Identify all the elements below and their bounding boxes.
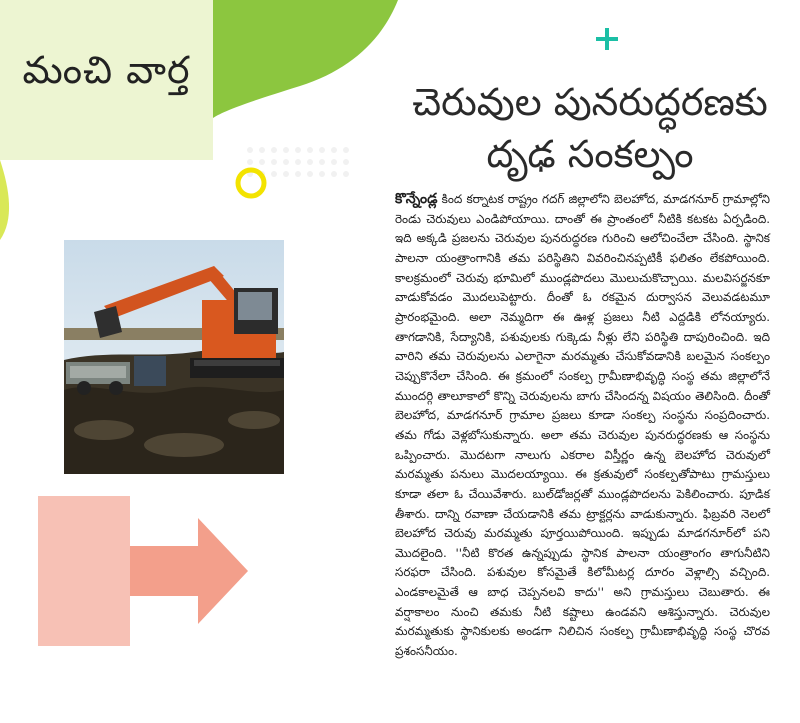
section-label-box — [0, 0, 213, 160]
ring-icon — [234, 166, 268, 200]
article-body — [395, 190, 770, 662]
headline — [380, 76, 800, 180]
plus-icon — [594, 26, 620, 52]
article-lead-word: కొన్నేండ్ల — [395, 191, 438, 207]
section-label: మంచి వార్త — [22, 48, 191, 92]
article-text: కింద కర్నాటక రాష్ట్రం గదగ్ జిల్లాలోని బెలహోద, మాడగనూర్ గ్రామాల్లోని రెండు చెరువులు ఎండిపోయాయి. దాంతో ఈ ప్రాంతంలో నీటికి కటకట ఏర్పడింది. ఇది అక్కడి ప్రజలను చెరువుల పునరుద్ధరణ గురించి ఆలోచించేలా చేసింది. స్థానిక పాలనా యంత్రాంగానికి తమ పరిస్థితిని వివరించినప్పటికీ ఫలితం లేకపోయింది. కాలక్రమంలో చెరువు భూమిలో ముండ్లపొదలు మొలుచుకొచ్చాయి. మలవిసర్జనకూ వాడుకోవడం మొదలుపెట్టారు. దీంతో ఓ రకమైన దుర్వాసన వెలువడటమూ ప్రారంభమైంది. అలా నెమ్మదిగా ఈ ఊళ్ల ప్రజలు నీటి ఎద్దడికి లోనయ్యారు. తాగడానికి, సేద్యానికి, పశువులకు గుక్కెడు నీళ్లు లేని పరిస్థితి దాపురించింది. ఇది వారిని తమ చెరువులను ఎలాగైనా మరమ్మతు చేసుకోవడానికి బలమైన సంకల్పం చెప్పుకొనేలా చేసింది. ఈ క్రమంలో సంకల్ప గ్రామీణాభివృద్ధి సంస్థ తమ జిల్లాలోనే ముందర్గి తాలూకాలో కొన్ని చెరువులను బాగు చేసిందన్న విషయం తెలిసింది. దీంతో బెలహోద, మాడగనూర్ గ్రామాల ప్రజలు కూడా సంకల్ప సంస్థను సంప్రదించారు. తమ గోడు వెళ్లబోసుకున్నారు. అలా తమ చెరువుల పునరుద్ధరణకు ఆ సంస్థను ఒప్పించారు. మొదటగా నాలుగు ఎకరాల విస్తీర్ణం ఉన్న బెలహోద చెరువులో మరమ్మతు పనులు మొదలయ్యాయి. ఈ క్రతువులో సంకల్పతోపాటు గ్రామస్తులు కూడా తలా ఓ చేయివేశారు. బుల్‌డోజర్లతో ముండ్లపొదలను పెకిలించారు. పూడిక తీశారు. దాన్ని రవాణా చేయడానికి తమ ట్రాక్టర్లను వాడుకున్నారు. ఫిబ్రవరి నెలలో బెలహోద చెరువు మరమ్మతు పూర్తయిపోయింది. ఇప్పుడు మాడగనూర్‌లో పని మొదలైంది. ''నీటి కొరత ఉన్నప్పుడు స్థానిక పాలనా యంత్రాంగం తాగునీటిని సరఫరా చేసింది. పశువుల కోసమైతే కిలోమీటర్ల దూరం వెళ్లాల్సి వచ్చింది. ఎండకాలమైతే ఆ బాధ చెప్పనలవి కాదు'' అని గ్రామస్తులు చెబుతారు. ఈ వర్షాకాలం నుంచి తమకు నీటి కష్టాలు ఉండవని ఆశిస్తున్నారు. చెరువుల మరమ్మతుకు స్థానికులకు అండగా నిలిచిన సంకల్ప గ్రామీణాభివృద్ధి సంస్థ చొరవ ప్రశంసనీయం. — [395, 192, 770, 659]
arrow-right-icon — [38, 496, 248, 646]
headline-line-1: చెరువుల పునరుద్ధరణకు — [412, 80, 768, 124]
excavator-photo — [64, 240, 284, 474]
headline-line-2: దృఢ సంకల్పం — [486, 132, 694, 176]
